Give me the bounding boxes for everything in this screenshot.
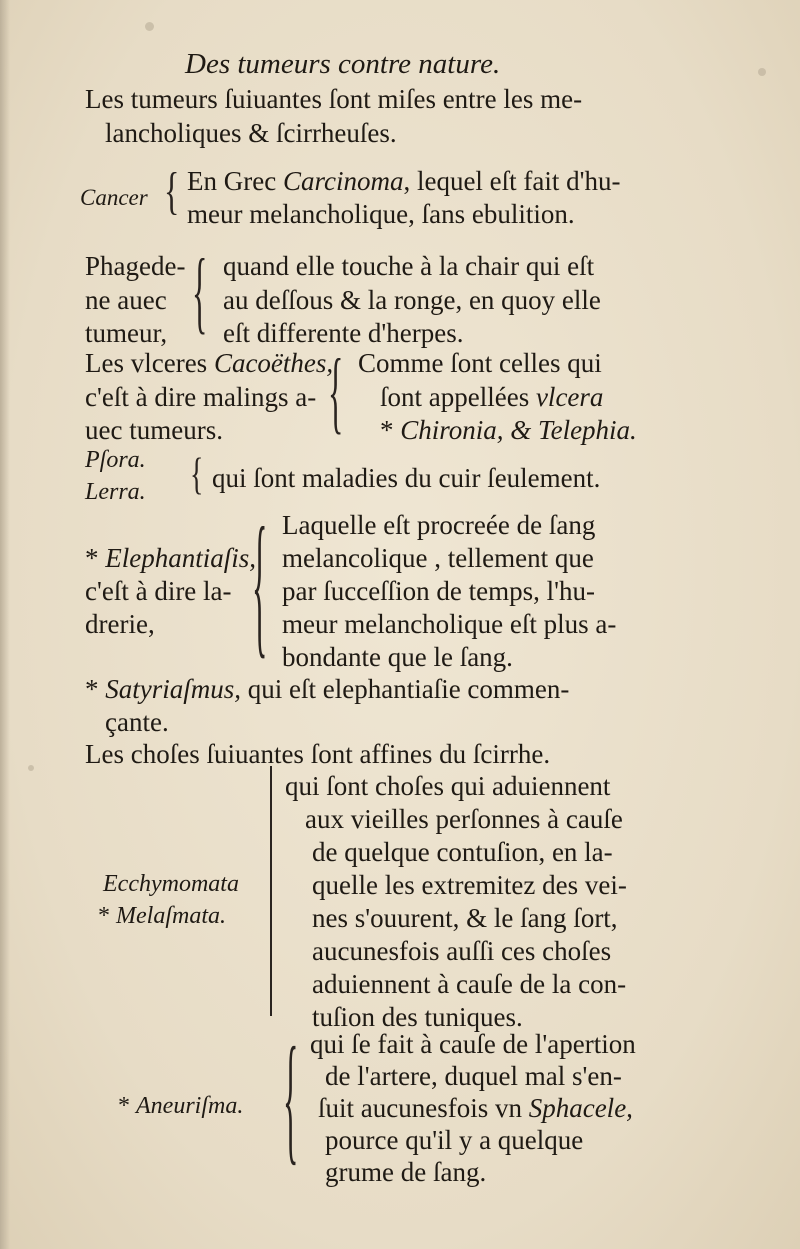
running-head: Des tumeurs contre nature. (185, 48, 501, 80)
ulceres-term-3: uec tumeurs. (85, 415, 223, 445)
elephantiasis-line-4: meur melancholique eſt plus a- (282, 609, 617, 639)
phagedene-line-2: au deſſous & la ronge, en quoy elle (223, 285, 601, 315)
term-cancer: Cancer (80, 185, 148, 210)
elephantiasis-line-2: melancolique , tellement que (282, 543, 594, 573)
elephantiasis-line-3: par ſucceſſion de temps, l'hu- (282, 576, 596, 606)
term-psora: Pſora. (85, 447, 146, 473)
ecchymomata-line-4: quelle les extremitez des vei- (312, 870, 627, 900)
intro-line-2: lancholiques & ſcirrheuſes. (105, 118, 397, 148)
aneurisma-line-5: grume de ſang. (325, 1157, 487, 1187)
paper-stain (758, 68, 766, 76)
ecchymomata-line-6: aucunesfois auſſi ces choſes (312, 936, 612, 966)
paper-stain (145, 22, 154, 31)
elephantiasis-term-1: * Elephantiaſis, (85, 543, 256, 573)
affines-line: Les choſes ſuiuantes ſont affines du ſcirrhe. (85, 739, 551, 769)
ulceres-term-1: Les vlceres Cacoëthes, (85, 348, 334, 378)
paper-stain (28, 765, 34, 771)
brace: { (283, 1016, 299, 1179)
elephantiasis-term-3: drerie, (85, 609, 155, 639)
elephantiasis-term-2: c'eſt à dire la- (85, 576, 232, 606)
ecchymomata-line-5: nes s'ouurent, & le ſang ſort, (312, 903, 618, 933)
elephantiasis-line-5: bondante que le ſang. (282, 642, 513, 672)
cancer-line-2: meur melancholique, ſans ebulition. (187, 199, 575, 229)
ecchymomata-line-1: qui ſont choſes qui aduiennent (285, 771, 611, 801)
brace-bar (270, 766, 272, 1016)
phagedene-term-1: Phagede- (85, 251, 186, 281)
ulceres-term-2: c'eſt à dire malings a- (85, 382, 317, 412)
aneurisma-line-4: pource qu'il y a quelque (325, 1125, 584, 1155)
term-aneurisma: * Aneuriſma. (118, 1093, 244, 1119)
elephantiasis-line-1: Laquelle eſt procreée de ſang (282, 510, 596, 540)
ulceres-line-3: * Chironia, & Telephia. (380, 415, 637, 445)
satyriasmus-line-1: * Satyriaſmus, qui eſt elephantiaſie commen- (85, 674, 570, 704)
brace: { (190, 448, 204, 499)
ecchymomata-line-8: tuſion des tuniques. (312, 1002, 523, 1032)
satyriasmus-line-2: çante. (105, 707, 169, 737)
term-melasmata: * Melaſmata. (98, 903, 226, 929)
brace: { (252, 493, 268, 673)
page-edge-shadow (0, 0, 10, 1249)
aneurisma-line-2: de l'artere, duquel mal s'en- (325, 1061, 622, 1091)
phagedene-term-3: tumeur, (85, 318, 168, 348)
phagedene-line-3: eſt differente d'herpes. (223, 318, 464, 348)
aneurisma-line-3: ſuit aucunesfois vn Sphacele, (318, 1093, 633, 1123)
aneurisma-line-1: qui ſe fait à cauſe de l'apertion (310, 1029, 636, 1059)
term-ecchymomata: Ecchymomata (103, 871, 239, 897)
ecchymomata-line-3: de quelque contuſion, en la- (312, 837, 613, 867)
intro-line-1: Les tumeurs ſuiuantes ſont miſes entre les me- (85, 84, 583, 114)
phagedene-line-1: quand elle touche à la chair qui eſt (223, 251, 595, 281)
phagedene-term-2: ne auec (85, 285, 167, 315)
ulceres-line-2: ſont appellées vlcera (380, 382, 604, 412)
cancer-line-1: En Grec Carcinoma, lequel eſt fait d'hu- (187, 166, 621, 196)
term-lerra: Lerra. (85, 479, 146, 505)
brace: { (164, 161, 180, 220)
brace: { (328, 339, 344, 443)
ecchymomata-line-7: aduiennent à cauſe de la con- (312, 969, 627, 999)
psora-line: qui ſont maladies du cuir ſeulement. (212, 463, 601, 493)
brace: { (192, 239, 208, 343)
ecchymomata-line-2: aux vieilles perſonnes à cauſe (305, 804, 623, 834)
ulceres-line-1: Comme ſont celles qui (358, 348, 602, 378)
